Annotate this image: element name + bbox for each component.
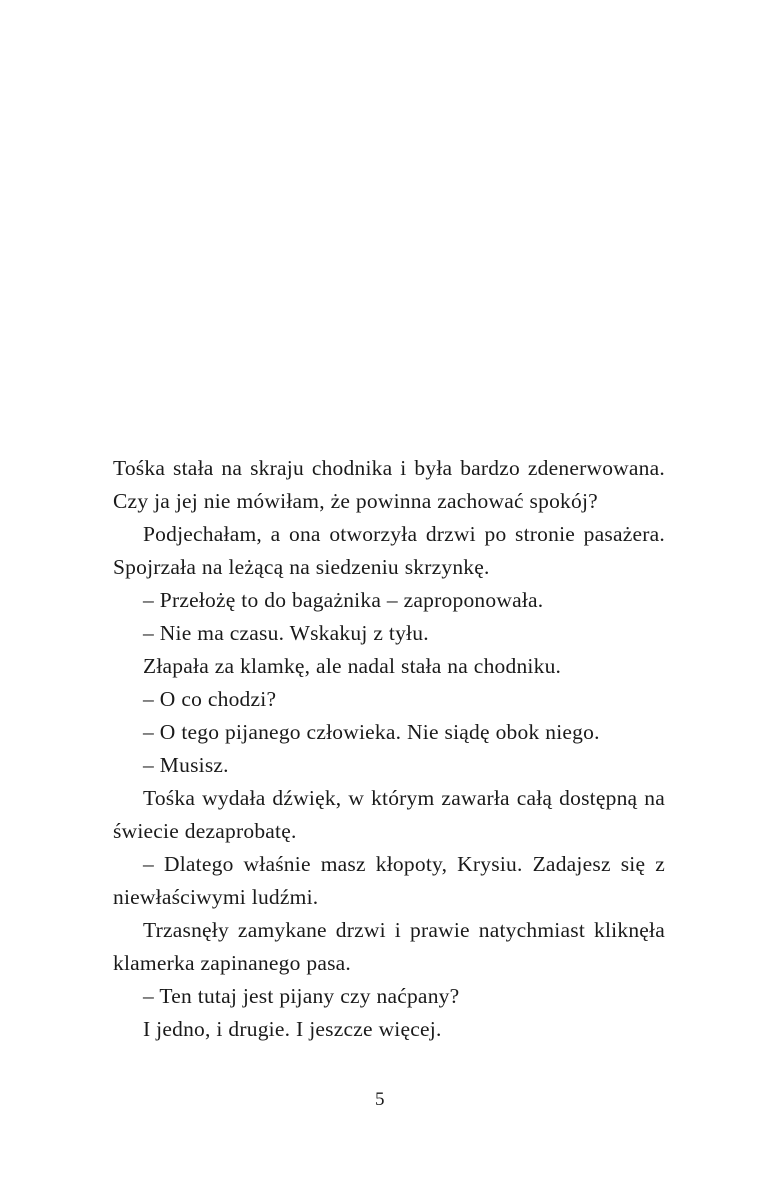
paragraph-narration: Złapała za klamkę, ale nadal stała na chodniku. (143, 654, 562, 678)
page-number: 5 (375, 1089, 385, 1110)
paragraph-narration: I jedno, i drugie. I jeszcze więcej. (143, 1017, 442, 1041)
dialogue-line: – Dlatego właśnie masz kłopoty, Krysiu. Zadajesz się z niewłaściwymi ludźmi. (113, 852, 665, 909)
dialogue-line: – Musisz. (143, 753, 229, 777)
paragraph-opening: Tośka stała na skraju chodnika i była bardzo zdenerwowana. Czy ja jej nie mówiłam, że powinna zachować spokój? (113, 456, 665, 513)
page-text-block (113, 452, 665, 1046)
paragraph-narration: Trzasnęły zamykane drzwi i prawie natychmiast kliknęła klamerka zapinanego pasa. (113, 918, 665, 975)
dialogue-line: – Przełożę to do bagażnika – zaproponowała. (143, 588, 544, 612)
paragraph-narration: Tośka wydała dźwięk, w którym zawarła całą dostępną na świecie dezaprobatę. (113, 786, 665, 843)
dialogue-line: – Nie ma czasu. Wskakuj z tyłu. (143, 621, 429, 645)
dialogue-line: – O tego pijanego człowieka. Nie siądę obok niego. (143, 720, 600, 744)
paragraph-narration: Podjechałam, a ona otworzyła drzwi po stronie pasażera. Spojrzała na leżącą na siedzeniu skrzynkę. (113, 522, 665, 579)
dialogue-line: – Ten tutaj jest pijany czy naćpany? (143, 984, 460, 1008)
dialogue-line: – O co chodzi? (143, 687, 277, 711)
